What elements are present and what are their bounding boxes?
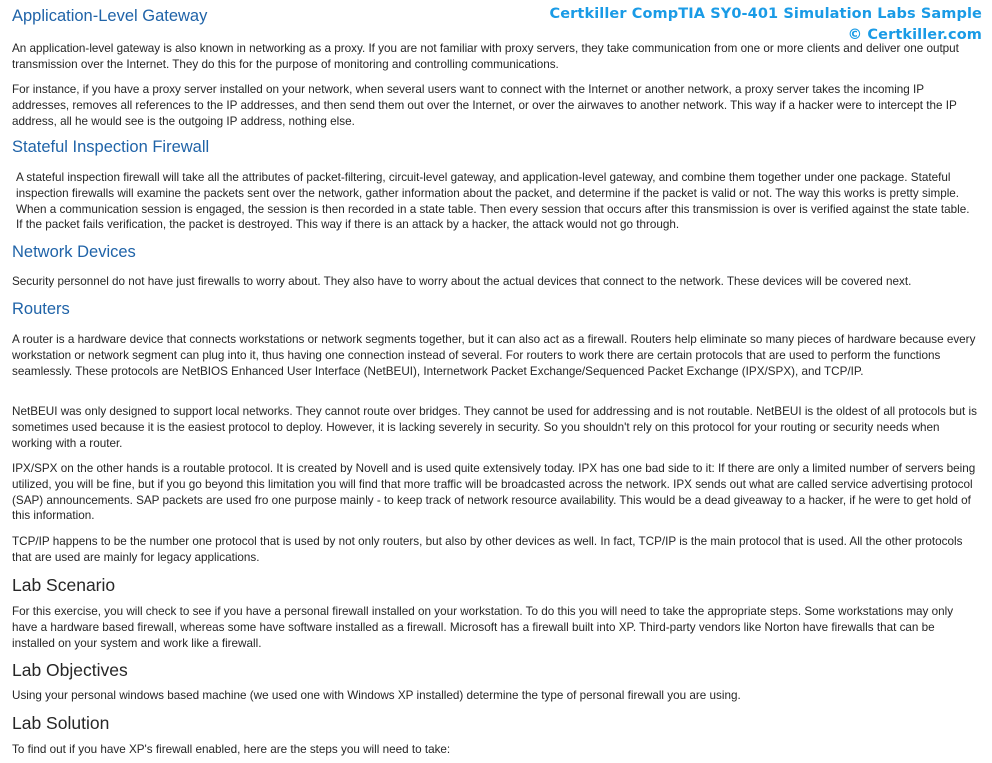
routers-paragraph-2-wrap xyxy=(12,404,977,451)
sif-paragraph-1: A stateful inspection firewall will take all the attributes of packet-filtering, circuit-level gateway, and application-level gateway, and combine them together under one package. Stateful inspection firewalls will examine the packets sent over the network, gather information about the packet, and determine if the packet is valid or not. The way this works is pretty simple. When a communication session is engaged, the session is then recorded in a state table. Then every session that occurs after this transmission is over is verified against the state table. If the packet fails verification, the packet is destroyed. This way if there is an attack by a hacker, the attack would not go through. xyxy=(16,171,970,232)
section-lab-objectives xyxy=(12,659,977,681)
nd-paragraph-1: Security personnel do not have just firewalls to worry about. They also have to worry about the actual devices that connect to the network. These devices will be covered next. xyxy=(12,275,912,288)
routers-paragraph-3: IPX/SPX on the other hands is a routable protocol. It is created by Novell and is used quite extensively today. IPX has one bad side to it: If there are only a limited number of servers being utilized, you will be fine, but if you go beyond this limitation you will find that more traffic will be broadcasted across the network. IPX sends out what are called service advertising protocol (SAP) announcements. SAP packets are used fro one purpose mainly - to keep track of network resource availability. This would be a dead giveaway to a hacker, if he were to get hold of this information. xyxy=(12,462,976,523)
routers-paragraph-4-wrap xyxy=(12,534,977,566)
routers-paragraph-3-wrap xyxy=(12,461,977,524)
watermark-copyright: © Certkiller.com xyxy=(847,27,982,43)
routers-paragraph-1: A router is a hardware device that connects workstations or network segments together, but it can also act as a firewall. Routers help eliminate so many pieces of hardware because every workstation or network segment can plug into it, thus having one connection instead of several. For routers to work there are certain protocols that are used to perform the functions seamlessly. These protocols are NetBIOS Enhanced User Interface (NetBEUI), Internetwork Packet Exchange/Sequenced Packet Exchange (IPX/SPX), and TCP/IP. xyxy=(12,333,976,378)
section-routers xyxy=(12,299,977,319)
objectives-paragraph-1-wrap xyxy=(12,688,977,704)
section-lab-solution xyxy=(12,712,977,734)
sif-paragraph-1-wrap xyxy=(16,170,977,233)
section-lab-scenario xyxy=(12,574,977,596)
objectives-paragraph-1: Using your personal windows based machine (we used one with Windows XP installed) determine the type of personal firewall you are using. xyxy=(12,689,741,702)
alg-paragraph-2: For instance, if you have a proxy server installed on your network, when several users want to connect with the Internet or another network, a proxy server takes the incoming IP addresses, removes all references to the IP addresses, and then send them out over the Internet, or over the airwaves to another network. This way if a hacker were to intercept the IP address, all he would see is the outgoing IP address, nothing else. xyxy=(12,83,957,128)
alg-paragraph-1-wrap xyxy=(12,41,977,73)
heading-network-devices: Network Devices xyxy=(12,243,136,261)
alg-paragraph-2-wrap xyxy=(12,82,977,129)
section-network-devices xyxy=(12,242,977,262)
section-stateful-inspection-firewall xyxy=(12,137,977,157)
heading-stateful-inspection-firewall: Stateful Inspection Firewall xyxy=(12,138,210,156)
heading-routers: Routers xyxy=(12,300,70,318)
scenario-paragraph-1-wrap xyxy=(12,604,977,651)
routers-paragraph-2: NetBEUI was only designed to support local networks. They cannot route over bridges. They cannot be used for addressing and is not routable. NetBEUI is the oldest of all protocols but is sometimes used because it is the easiest protocol to deploy. However, it is lacking severely in security. So you shouldn't rely on this protocol for your routing or security needs when working with a router. xyxy=(12,405,977,450)
solution-paragraph-1-wrap xyxy=(12,742,977,758)
routers-paragraph-4: TCP/IP happens to be the number one protocol that is used by not only routers, but also by other devices as well. In fact, TCP/IP is the main protocol that is used. All the other protocols that are used are mainly for legacy applications. xyxy=(12,535,963,564)
alg-paragraph-1: An application-level gateway is also known in networking as a proxy. If you are not familiar with proxy servers, they take communication from one or more clients and deliver one output transmission over the Internet. They do this for the purpose of monitoring and controlling communications. xyxy=(12,42,959,71)
section-application-level-gateway xyxy=(12,6,977,26)
nd-paragraph-1-wrap xyxy=(12,274,977,290)
heading-lab-solution: Lab Solution xyxy=(12,713,110,733)
routers-paragraph-1-wrap xyxy=(12,332,977,379)
heading-application-level-gateway: Application-Level Gateway xyxy=(12,7,208,25)
scenario-paragraph-1: For this exercise, you will check to see if you have a personal firewall installed on your workstation. To do this you will need to take the appropriate steps. Some workstations may only have a hardware based firewall, whereas some have software installed as a firewall. Microsoft has a firewall built into XP. Third-party vendors like Norton have firewalls that can be installed on your system and work like a firewall. xyxy=(12,605,954,650)
heading-lab-objectives: Lab Objectives xyxy=(12,660,128,680)
solution-paragraph-1: To find out if you have XP's firewall enabled, here are the steps you will need to take: xyxy=(12,743,451,756)
watermark-title: Certkiller CompTIA SY0-401 Simulation Labs Sample xyxy=(549,6,982,22)
heading-lab-scenario: Lab Scenario xyxy=(12,575,116,595)
